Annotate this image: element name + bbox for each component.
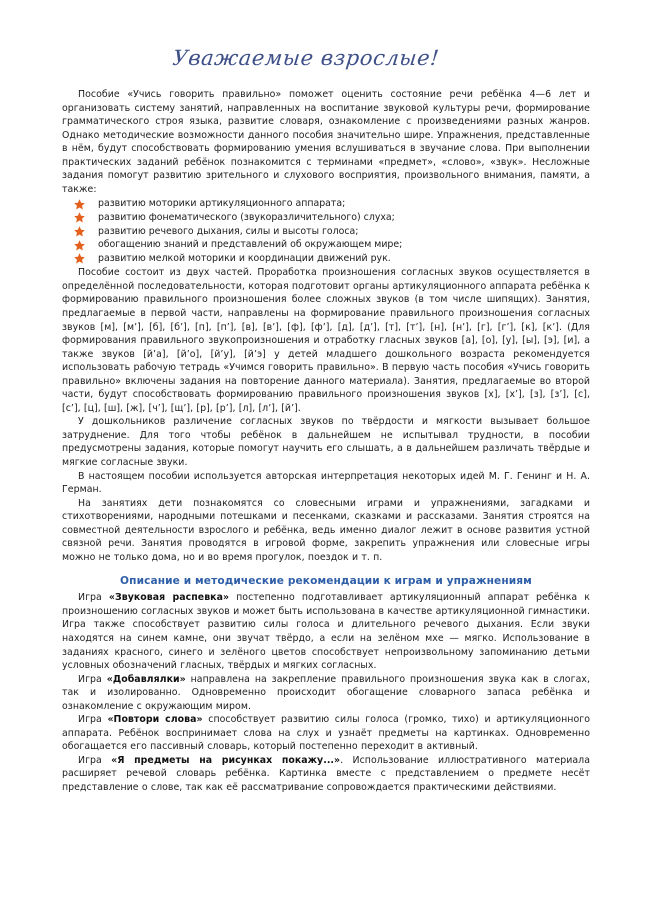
game-lead: Игра [78, 754, 112, 766]
list-item [74, 238, 590, 252]
lessons-paragraph: На занятиях дети познакомятся со словесными играми и упражнениями, загадками и стихотворениями, народными потешками и песенками, сказками и рассказами. Занятия строятся на совместной деятельности взрослого и ребёнка, ведь именно диалог лежит в основе развития устной связной речи. Занятия проводятся в игровой форме, закрепить упражнения или словесные игры можно не только дома, но и во время прогулок, поездок и т. п. [62, 497, 590, 563]
game-lead: Игра [78, 673, 107, 685]
game-paragraph-1 [62, 591, 590, 672]
game-paragraph-2 [62, 673, 590, 714]
intro-paragraph: Пособие «Учись говорить правильно» поможет оценить состояние речи ребёнка 4—6 лет и организовать систему занятий, направленных на воспитание звуковой культуры речи, формирование грамматического строя языка, развитие словаря, ознакомление с произведениями разных жанров. Однако методические возможности данного пособия значительно шире. Упражнения, представленные в нём, будут способствовать формированию умения вслушиваться в звучание слова. При выполнении практических заданий ребёнок познакомится с терминами «предмет», «слово», «звук». Несложные задания помогут развитию зрительного и слухового восприятия, произвольного внимания, памяти, а также: [62, 89, 590, 195]
star-icon [74, 240, 85, 251]
list-item-label: развитию мелкой моторики и координации движений рук. [98, 252, 391, 264]
game-description: направлена на закрепление правильного произношения звука как в слогах, так и изолированно. Одновременно происходит обогащение словарного запаса ребёнка и ознакомление с окружающим миром. [62, 673, 590, 712]
star-icon [74, 212, 85, 223]
game-title: «Я предметы на рисунках покажу...» [111, 754, 341, 766]
section-heading: Описание и методические рекомендации к играм и упражнениям [120, 575, 532, 588]
game-title: «Добавлялки» [106, 673, 186, 685]
hardness-softness-paragraph: У дошкольников различение согласных звуков по твёрдости и мягкости вызывает большое затруднение. Для того чтобы ребёнок в дальнейшем не испытывал трудности, в пособии предусмотрены задания, которые помогут научить его слышать, а в дальнейшем различать твёрдые и мягкие согласные звуки. [62, 416, 590, 468]
benefits-list [62, 197, 590, 265]
list-item [74, 252, 590, 266]
list-item-label: развитию речевого дыхания, силы и высоты голоса; [98, 225, 359, 237]
list-item-label: развитию моторики артикуляционного аппарата; [98, 198, 346, 210]
authors-paragraph: В настоящем пособии используется авторская интерпретация некоторых идей М. Г. Генинг и Н. А. Герман. [62, 470, 590, 496]
game-paragraph-4 [62, 754, 590, 795]
structure-paragraph: Пособие состоит из двух частей. Проработка произношения согласных звуков осуществляется в определённой последовательности, которая подготовит органы артикуляционного аппарата ребёнка к формированию правильного произношения более сложных звуков (в том числе шипящих). Занятия, предлагаемые в первой части, направлены на формирование правильного произношения согласных звуков [м], [м’], [б], [б’], [п], [п’], [в], [в’], [ф], [ф’], [д], [д’], [т], [т’], [н], [н’], [г], [г’], [к], [к’]. (Для формирования правильного звукопроизношения и отработку гласных звуков [а], [о], [у], [ы], [э], [и], а также звуков [й’а], [й’о], [й’у], [й’э] у детей младшего дошкольного возраста рекомендуется использовать рабочую тетрадь «Учимся говорить правильно». В первую часть пособия «Учись говорить правильно» включены задания на повторение данного материала). Занятия, предлагаемые во второй части, будут способствовать формированию правильного произношения звуков [х], [х’], [з], [з’], [с], [с’], [ц], [ш], [ж], [ч’], [щ’], [р], [р’], [л], [л’], [й’]. [62, 267, 590, 414]
game-description: . Использование иллюстративного материала расширяет речевой словарь ребёнка. Картинка вместе с представлением о предмете несёт представление о слове, так как её рассматривание сопровождается практическими действиями. [62, 754, 590, 794]
game-paragraph-3 [62, 713, 590, 754]
game-lead: Игра [78, 714, 108, 726]
game-title: «Звуковая распевка» [108, 592, 230, 604]
page-title: Уважаемые взрослые! [171, 46, 441, 70]
star-icon [74, 253, 85, 264]
game-description: способствует развитию силы голоса (громко, тихо) и артикуляционного аппарата. Ребёнок воспринимает слова на слух и узнаёт предметы на картинках. Одновременно обогащается его пассивный словарь, который постепенно переходит в активный. [62, 714, 590, 753]
star-icon [74, 226, 85, 237]
star-icon [74, 199, 85, 210]
list-item [74, 211, 590, 225]
game-lead: Игра [78, 592, 109, 604]
game-title: «Повтори слова» [107, 714, 203, 726]
list-item [74, 225, 590, 239]
list-item-label: развитию фонематического (звукоразличительного) слуха; [98, 211, 395, 223]
list-item-label: обогащению знаний и представлений об окружающем мире; [98, 239, 403, 251]
list-item [74, 197, 590, 211]
game-description: постепенно подготавливает артикуляционный аппарат ребёнка к произношению согласных звуков и может быть использована в качестве артикуляционной гимнастики. Игра также способствует развитию силы голоса и длительного речевого дыхания. Если звуки находятся на синем камне, они звучат твёрдо, а если на зелёном мхе — мягко. Использование в заданиях красного, синего и зелёного цветов способствует непроизвольному запоминанию детьми условных обозначений гласных, твёрдых и мягких согласных. [62, 592, 590, 672]
